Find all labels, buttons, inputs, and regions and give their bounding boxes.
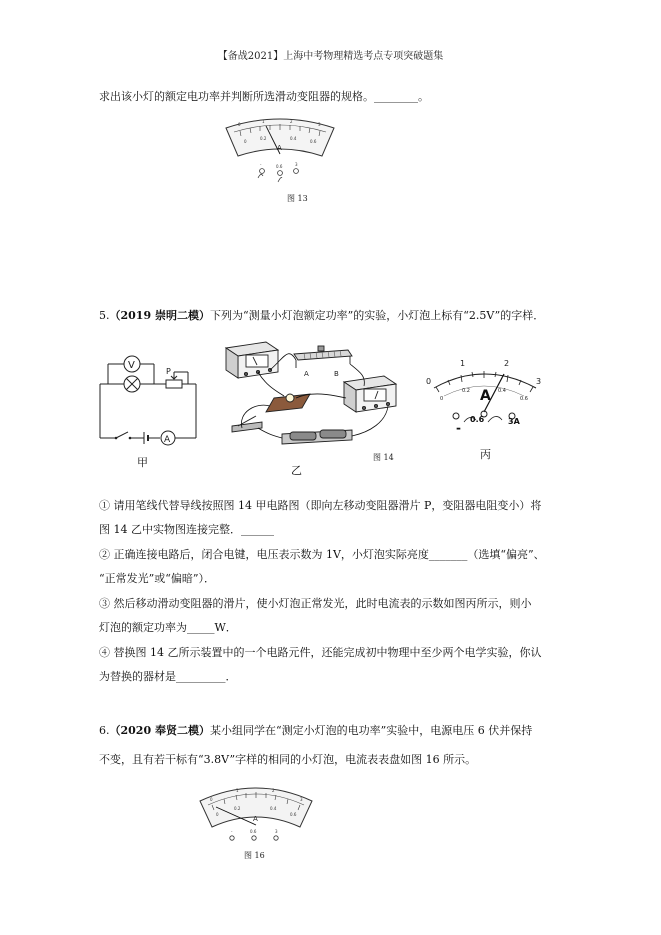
fig16-scale-bot-0: 0 xyxy=(216,812,219,817)
q5-sub1-line2: 图 14 乙中实物图连接完整．______ xyxy=(99,523,274,536)
fig16-scale-top-1: 1 xyxy=(236,788,239,793)
fig13-term-06: 0.6 xyxy=(276,164,283,169)
fig13-scale-bot-2: 0.4 xyxy=(290,136,297,141)
fig13-scale-bot-0: 0 xyxy=(244,139,247,144)
q6-line1-text: 某小组同学在“测定小灯泡的电功率”实验中，电源电压 6 伏并保持 xyxy=(209,724,533,737)
q4-tail-text: 求出该小灯的额定电功率并判断所选滑动变阻器的规格。________。 xyxy=(99,90,429,103)
fig16-unit: A xyxy=(253,815,258,823)
fig-jia-label: 甲 xyxy=(137,456,148,469)
fig13-scale-top-3: 3 xyxy=(318,122,321,127)
fig13-unit: A xyxy=(277,144,282,152)
fig14-jia-circuit xyxy=(96,350,206,450)
fig16-scale-bot-3: 0.6 xyxy=(290,812,297,817)
q5-source: （2019 崇明二模） xyxy=(109,309,210,322)
bing-scale-bot-1: 0.2 xyxy=(462,388,470,394)
fig13-scale-top-0: 0 xyxy=(238,122,241,127)
fig16-scale-bot-2: 0.4 xyxy=(270,806,277,811)
fig13-caption: 图 13 xyxy=(287,194,308,203)
fig13-scale-top-2: 2 xyxy=(290,119,293,124)
fig13-ammeter xyxy=(220,116,340,186)
bing-scale-top-1: 1 xyxy=(460,359,466,368)
fig13-term-neg: - xyxy=(260,162,262,167)
fig13-scale-top-1: 1 xyxy=(262,119,265,124)
q6-line2: 不变，且有若干标有“3.8V”字样的相同的小灯泡，电流表表盘如图 16 所示。 xyxy=(99,753,477,766)
q5-sub3-line2: 灯泡的额定功率为_____W． xyxy=(99,621,237,634)
bing-scale-top-2: 2 xyxy=(504,359,510,368)
bing-term-neg: - xyxy=(456,421,461,435)
jia-ammeter-label: A xyxy=(164,435,171,445)
fig16-scale-top-2: 2 xyxy=(272,788,275,793)
q5-sub4-line2: 为替换的器材是_________． xyxy=(99,670,237,683)
bing-scale-top-0: 0 xyxy=(426,377,432,386)
q5-sub3-line1: ③ 然后移动滑动变阻器的滑片，使小灯泡正常发光，此时电流表的示数如图丙所示，则小 xyxy=(99,597,532,610)
bing-scale-bot-0: 0 xyxy=(440,396,444,402)
fig16-scale-bot-1: 0.2 xyxy=(234,806,241,811)
yi-label-a: A xyxy=(304,370,309,378)
fig13-scale-bot-3: 0.6 xyxy=(310,139,317,144)
fig13-scale-bot-1: 0.2 xyxy=(260,136,267,141)
page-header: 【备战2021】上海中考物理精选考点专项突破题集 xyxy=(217,51,444,62)
bing-scale-top-3: 3 xyxy=(536,377,542,386)
q5-sub2-line1: ② 正确连接电路后，闭合电键，电压表示数为 1V，小灯泡实际亮度_______（选填“偏亮”、 xyxy=(99,548,545,561)
fig14-caption: 图 14 xyxy=(373,453,394,462)
q5-number: 5. xyxy=(99,309,110,322)
fig14-bing-ammeter xyxy=(424,356,548,440)
bing-unit: A xyxy=(480,388,491,404)
fig-yi-label: 乙 xyxy=(291,464,302,477)
q5-sub4-line1: ④ 替换图 14 乙所示装置中的一个电路元件，还能完成初中物理中至少两个电学实验，你认 xyxy=(99,646,542,659)
fig13-term-3: 3 xyxy=(295,162,298,167)
q5-sub2-line2: “正常发光”或“偏暗”）． xyxy=(99,572,215,585)
q6-source: （2020 奉贤二模） xyxy=(109,724,210,737)
fig16-term-3: 3 xyxy=(275,829,278,834)
yi-label-b: B xyxy=(334,370,339,378)
q5-stem-text: 下列为“测量小灯泡额定功率”的实验，小灯泡上标有“2.5V”的字样． xyxy=(209,309,545,322)
fig-bing-label: 丙 xyxy=(480,448,491,461)
bing-scale-bot-2: 0.4 xyxy=(498,388,506,394)
q6-line1 xyxy=(99,724,532,738)
fig16-term-neg: - xyxy=(231,829,233,834)
bing-term-06: 0.6 xyxy=(470,415,485,424)
fig14-yi-apparatus xyxy=(218,336,398,460)
bing-scale-bot-3: 0.6 xyxy=(520,396,528,402)
q5-sub1-line1: ① 请用笔线代替导线按照图 14 甲电路图（即向左移动变阻器滑片 P，变阻器电阻变小）将 xyxy=(99,499,542,512)
fig16-caption: 图 16 xyxy=(244,851,265,860)
fig16-term-06: 0.6 xyxy=(250,829,257,834)
fig16-scale-top-3: 3 xyxy=(300,797,303,802)
q5-stem xyxy=(99,309,544,323)
fig16-scale-top-0: 0 xyxy=(210,797,213,802)
fig16-ammeter xyxy=(196,783,316,849)
q6-number: 6. xyxy=(99,724,110,737)
bing-term-3a: 3A xyxy=(508,417,520,426)
jia-voltmeter-label: V xyxy=(128,360,135,371)
jia-slider-label: P xyxy=(166,367,171,376)
